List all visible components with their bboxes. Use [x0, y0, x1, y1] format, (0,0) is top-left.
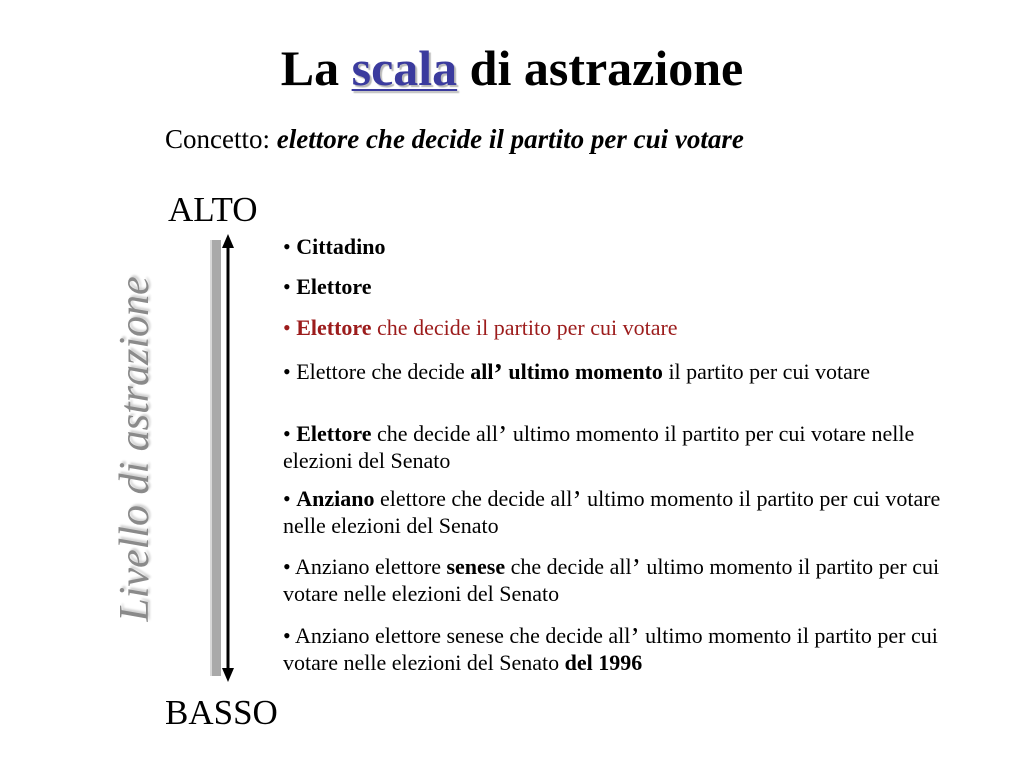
subtitle-concept: elettore che decide il partito per cui votare	[276, 124, 744, 154]
item-text: Anziano elettore	[290, 554, 447, 579]
title-suffix: di astrazione	[457, 40, 744, 96]
item-bold: all	[470, 359, 494, 384]
item-text: elettore che decide all	[374, 486, 573, 511]
item-text: ultimo momento il partito per cui votare nelle elezioni del Senato	[283, 486, 941, 538]
bullet: •	[283, 234, 291, 259]
list-item	[283, 233, 973, 260]
list-item-highlighted	[283, 314, 973, 341]
axis-label-text: Livello di astrazione	[112, 276, 158, 622]
item-bold: Elettore	[296, 421, 372, 446]
item-bold: Anziano	[296, 486, 375, 511]
bullet: •	[283, 274, 291, 299]
top-label: ALTO	[168, 190, 258, 229]
subtitle-label: Concetto:	[165, 124, 277, 154]
item-bold: Cittadino	[296, 234, 386, 259]
bullet: •	[283, 315, 291, 340]
arrow-head-up	[222, 234, 234, 248]
item-text: il partito per cui votare	[662, 359, 871, 384]
bottom-label: BASSO	[165, 693, 278, 732]
apostrophe: ’	[497, 421, 508, 452]
bullet: •	[283, 623, 291, 648]
list-item	[283, 420, 973, 474]
bullet: •	[283, 421, 291, 446]
list-item	[283, 273, 973, 300]
item-text: Anziano elettore senese che decide all	[290, 623, 631, 648]
item-bold: senese	[446, 554, 506, 579]
title-keyword: scala	[351, 40, 458, 96]
bullet: •	[283, 359, 291, 384]
item-text: ultimo momento il partito per cui votare nelle elezioni del Senato	[283, 554, 940, 606]
item-bold: Elettore	[296, 315, 372, 340]
bullet: •	[283, 554, 291, 579]
slide-title	[0, 38, 1024, 98]
item-bold: Elettore	[296, 274, 372, 299]
list-item	[283, 485, 973, 539]
item-bold: del 1996	[564, 650, 643, 675]
title-prefix: La	[280, 40, 352, 96]
apostrophe: ’	[630, 623, 640, 654]
item-text: che decide all	[371, 421, 498, 446]
item-text: ultimo momento il partito per cui votare nelle elezioni del Senato	[283, 623, 938, 675]
item-text: Elettore che decide	[290, 359, 471, 384]
bullet: •	[283, 486, 291, 511]
list-item	[283, 622, 973, 676]
item-text: ultimo momento il partito per cui votare nelle elezioni del Senato	[283, 421, 915, 473]
list-item	[283, 553, 973, 607]
apostrophe: ’	[572, 486, 582, 517]
arrow-shadow-highlight	[210, 240, 212, 676]
item-bold: ultimo momento	[502, 359, 663, 384]
item-text: che decide il partito per cui votare	[371, 315, 678, 340]
apostrophe: ’	[631, 554, 641, 585]
item-text: che decide all	[505, 554, 632, 579]
list-item	[283, 358, 973, 390]
subtitle	[165, 122, 744, 156]
apostrophe: ’	[493, 359, 503, 390]
arrow-head-down	[222, 668, 234, 682]
double-arrow-icon	[205, 232, 245, 684]
